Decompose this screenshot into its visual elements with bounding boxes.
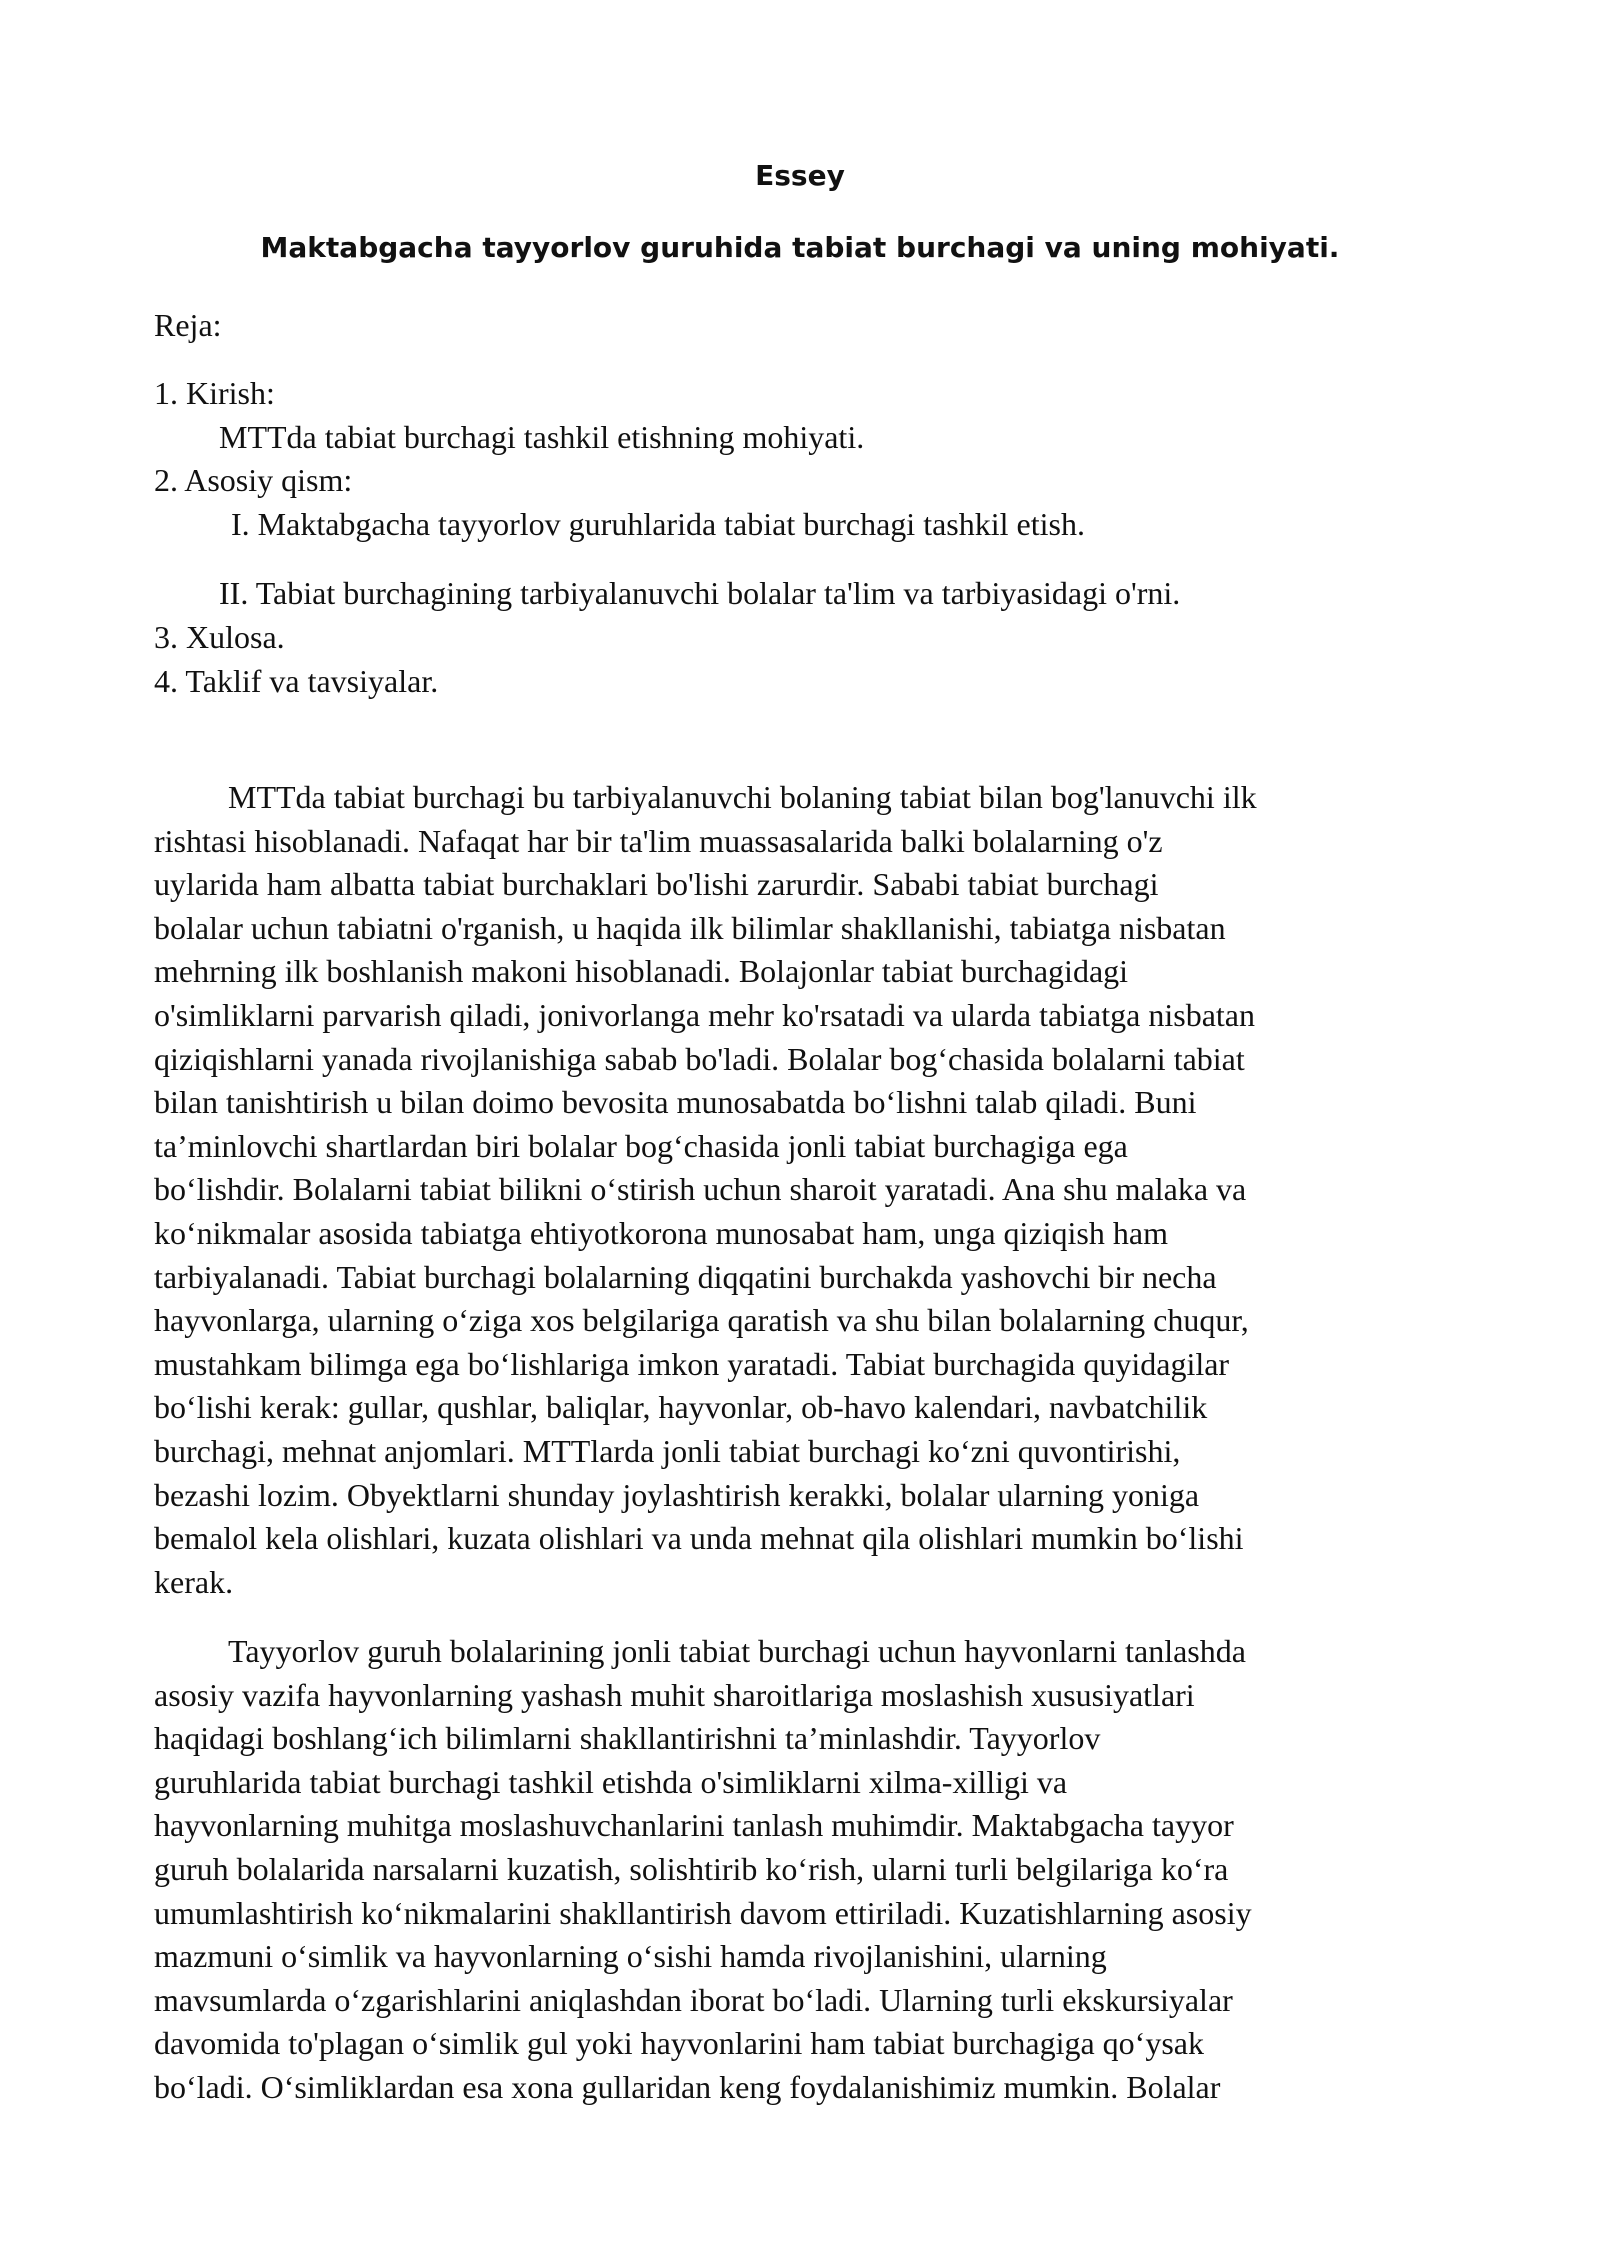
document-title: Essey	[755, 159, 845, 192]
paragraph-line: hayvonlarga, ularning o‘ziga xos belgilariga qaratish va shu bilan bolalarning chuqur,	[154, 1302, 1249, 1339]
document-subtitle: Maktabgacha tayyorlov guruhida tabiat burchagi va uning mohiyati.	[260, 231, 1340, 264]
paragraph-line: burchagi, mehnat anjomlari. MTTlarda jonli tabiat burchagi ko‘zni quvontirishi,	[154, 1432, 1181, 1469]
paragraph-line: mavsumlarda o‘zgarishlarini aniqlashdan iborat bo‘ladi. Ularning turli ekskursiyalar	[154, 1981, 1233, 2018]
paragraph-line: qiziqishlarni yanada rivojlanishiga sabab bo'ladi. Bolalar bog‘chasida bolalarni tabiat	[154, 1040, 1245, 1077]
paragraph-line: ta’minlovchi shartlardan biri bolalar bog‘chasida jonli tabiat burchagiga ega	[154, 1127, 1128, 1164]
paragraph-line: mehrning ilk boshlanish makoni hisoblanadi. Bolajonlar tabiat burchagidagi	[154, 953, 1129, 990]
paragraph-line: guruh bolalarida narsalarni kuzatish, solishtirib ko‘rish, ularni turli belgilariga ko‘ra	[154, 1850, 1229, 1887]
paragraph-line: o'simliklarni parvarish qiladi, jonivorlanga mehr ko'rsatadi va ularda tabiatga nisbatan	[154, 996, 1255, 1033]
paragraph-line: mazmuni o‘simlik va hayvonlarning o‘sishi hamda rivojlanishini, ularning	[154, 1938, 1107, 1975]
paragraph-line: bo‘ladi. O‘simliklardan esa xona gullaridan keng foydalanishimiz mumkin. Bolalar	[154, 2068, 1221, 2105]
paragraph-line: MTTda tabiat burchagi bu tarbiyalanuvchi bolaning tabiat bilan bog'lanuvchi ilk	[228, 779, 1257, 815]
plan-item-recommendations: 4. Taklif va tavsiyalar.	[154, 663, 439, 699]
paragraph-line: ko‘nikmalar asosida tabiatga ehtiyotkorona munosabat ham, unga qiziqish ham	[154, 1214, 1168, 1251]
paragraph-line: mustahkam bilimga ega bo‘lishlariga imkon yaratadi. Tabiat burchagida quyidagilar	[154, 1345, 1230, 1382]
paragraph-line: guruhlarida tabiat burchagi tashkil etishda o'simliklarni xilma-xilligi va	[154, 1763, 1068, 1800]
plan-item-introduction: 1. Kirish:	[154, 375, 275, 411]
plan-subitem-main-part-1: I. Maktabgacha tayyorlov guruhlarida tabiat burchagi tashkil etish.	[231, 506, 1085, 542]
paragraph-line: bo‘lishi kerak: gullar, qushlar, baliqlar, hayvonlar, ob-havo kalendari, navbatchilik	[154, 1389, 1208, 1426]
plan-subitem-main-part-2: II. Tabiat burchagining tarbiyalanuvchi bolalar ta'lim va tarbiyasidagi o'rni.	[219, 575, 1181, 611]
paragraph-line: asosiy vazifa hayvonlarning yashash muhit sharoitlariga moslashish xususiyatlari	[154, 1676, 1195, 1713]
paragraph-line: tarbiyalanadi. Tabiat burchagi bolalarning diqqatini burchakda yashovchi bir necha	[154, 1258, 1217, 1295]
paragraph-2	[154, 1630, 1454, 2110]
plan-heading: Reja:	[154, 307, 222, 343]
paragraph-line: davomida to'plagan o‘simlik gul yoki hayvonlarini ham tabiat burchagiga qo‘ysak	[154, 2025, 1204, 2062]
paragraph-line: bemalol kela olishlari, kuzata olishlari va unda mehnat qila olishlari mumkin bo‘lishi	[154, 1520, 1244, 1557]
paragraph-line: kerak.	[154, 1563, 234, 1600]
paragraph-line: bezashi lozim. Obyektlarni shunday joylashtirish kerakki, bolalar ularning yoniga	[154, 1476, 1200, 1513]
paragraph-line: bilan tanishtirish u bilan doimo bevosita munosabatda bo‘lishni talab qiladi. Buni	[154, 1084, 1197, 1121]
plan-subitem-introduction: MTTda tabiat burchagi tashkil etishning mohiyati.	[219, 419, 865, 455]
paragraph-line: umumlashtirish ko‘nikmalarini shakllantirish davom ettiriladi. Kuzatishlarning asosiy	[154, 1894, 1252, 1931]
paragraph-line: hayvonlarning muhitga moslashuvchanlarini tanlash muhimdir. Maktabgacha tayyor	[154, 1807, 1234, 1844]
plan-item-conclusion: 3. Xulosa.	[154, 619, 285, 655]
paragraph-line: haqidagi boshlang‘ich bilimlarni shakllantirishni ta’minlashdir. Tayyorlov	[154, 1720, 1101, 1757]
paragraph-line: rishtasi hisoblanadi. Nafaqat har bir ta'lim muassasalarida balki bolalarning o'z	[154, 822, 1163, 859]
paragraph-line: uylarida ham albatta tabiat burchaklari bo'lishi zarurdir. Sababi tabiat burchagi	[154, 866, 1159, 903]
paragraph-line: bo‘lishdir. Bolalarni tabiat bilikni o‘stirish uchun sharoit yaratadi. Ana shu malaka va	[154, 1171, 1247, 1208]
paragraph-line: bolalar uchun tabiatni o'rganish, u haqida ilk bilimlar shakllanishi, tabiatga nisbatan	[154, 909, 1226, 946]
plan-item-main-part: 2. Asosiy qism:	[154, 462, 353, 498]
paragraph-line: Tayyorlov guruh bolalarining jonli tabiat burchagi uchun hayvonlarni tanlashda	[228, 1633, 1246, 1669]
paragraph-1	[154, 776, 1454, 1604]
